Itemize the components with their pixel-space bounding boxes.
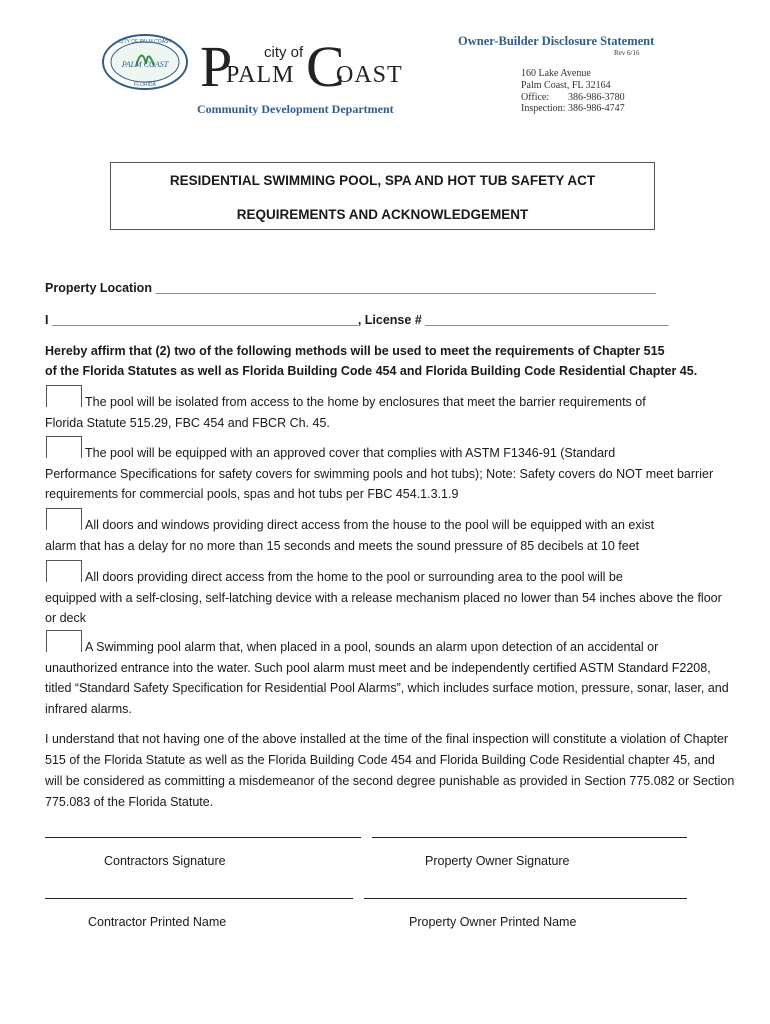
affirmant-label: I [45, 313, 52, 327]
license-number-field[interactable]: ___________________________________ [425, 313, 669, 327]
title-line-2: REQUIREMENTS AND ACKNOWLEDGEMENT [236, 207, 529, 222]
property-location-field[interactable]: ________________________________________________________________________ [155, 281, 656, 295]
option-3-text: All doors and windows providing direct access from the house to the pool will be equipped with an exist alarm that has a delay for no more than 15 seconds and meets the sound pressure of 85 decibels at 10 feet [45, 518, 655, 553]
svg-text:FLORIDA: FLORIDA [134, 82, 156, 88]
address-street: 160 Lake Avenue [521, 68, 591, 79]
revision-label: Rev 6/16 [614, 49, 640, 57]
svg-text:OAST: OAST [336, 62, 403, 88]
contractor-printed-name-line[interactable] [45, 898, 353, 899]
office-phone: Office: 386-986-3780 [521, 92, 625, 103]
svg-text:P: P [200, 34, 233, 96]
option-2-text: The pool will be equipped with an approved cover that complies with ASTM F1346-91 (Standard Performance Specifications for safety covers for swimming pools and hot tubs); Note: Safety covers do NOT meet barrier requirements for commercial pools, spas and hot tubs per FBC 454.1.3.1.9 [45, 446, 714, 501]
form-title: Owner-Builder Disclosure Statement [458, 34, 655, 48]
property-location-row [45, 281, 656, 295]
contractor-printed-name-label: Contractor Printed Name [88, 915, 227, 929]
department-name: Community Development Department [197, 102, 394, 116]
option-1-text: The pool will be isolated from access to the home by enclosures that meet the barrier requirements of Florida Statute 515.29, FBC 454 and FBCR Ch. 45. [45, 395, 646, 430]
owner-signature-line[interactable] [372, 837, 687, 838]
svg-text:PALM: PALM [226, 62, 295, 88]
affirm-statement-line-2: of the Florida Statutes as well as Florida Building Code 454 and Florida Building Code Residential Chapter 45. [45, 364, 698, 378]
title-box [110, 162, 655, 230]
svg-text:city of: city of [264, 44, 304, 61]
affirmant-row [45, 313, 669, 327]
contractor-signature-label: Contractors Signature [104, 854, 226, 868]
contractor-signature-line[interactable] [45, 837, 361, 838]
option-5-text: A Swimming pool alarm that, when placed in a pool, sounds an alarm upon detection of an accidental or unauthorized entrance into the water. Such pool alarm must meet and be independently certified ASTM Standard F2208, titled “Standard Safety Specification for Residential Pool Alarms”, which includes surface motion, pressure, sonar, laser, and infrared alarms. [45, 640, 729, 716]
license-label: , License # [357, 313, 426, 327]
title-line-1: RESIDENTIAL SWIMMING POOL, SPA AND HOT TUB SAFETY ACT [169, 173, 596, 188]
owner-printed-name-label: Property Owner Printed Name [409, 915, 577, 929]
svg-text:CITY OF PALM COAST: CITY OF PALM COAST [118, 39, 172, 45]
owner-printed-name-line[interactable] [364, 898, 687, 899]
svg-text:PALM COAST: PALM COAST [121, 60, 169, 69]
city-seal-logo [102, 34, 188, 90]
address-city: Palm Coast, FL 32164 [521, 80, 611, 91]
svg-text:C: C [306, 34, 345, 96]
affirmant-name-field[interactable]: ____________________________________________ [51, 313, 358, 327]
property-location-label: Property Location [45, 281, 156, 295]
palm-coast-wordmark-logo [198, 34, 408, 96]
acknowledgement-paragraph: I understand that not having one of the above installed at the time of the final inspection will constitute a violation of Chapter 515 of the Florida Statute as well as the Florida Building Code 454 and Florida Building Code Residential chapter 45, and will be considered as committing a misdemeanor of the second degree punishable as provided in Section 775.082 or Section 775.083 of the Florida Statute. [45, 732, 735, 809]
owner-signature-label: Property Owner Signature [425, 854, 570, 868]
affirm-statement-line-1: Hereby affirm that (2) two of the following methods will be used to meet the requirements of Chapter 515 [45, 344, 665, 358]
inspection-phone: Inspection: 386-986-4747 [521, 103, 625, 114]
option-4-text: All doors providing direct access from the home to the pool or surrounding area to the pool will be equipped with a self-closing, self-latching device with a release mechanism placed no lower than 54 inches above the floor or deck [45, 570, 722, 625]
